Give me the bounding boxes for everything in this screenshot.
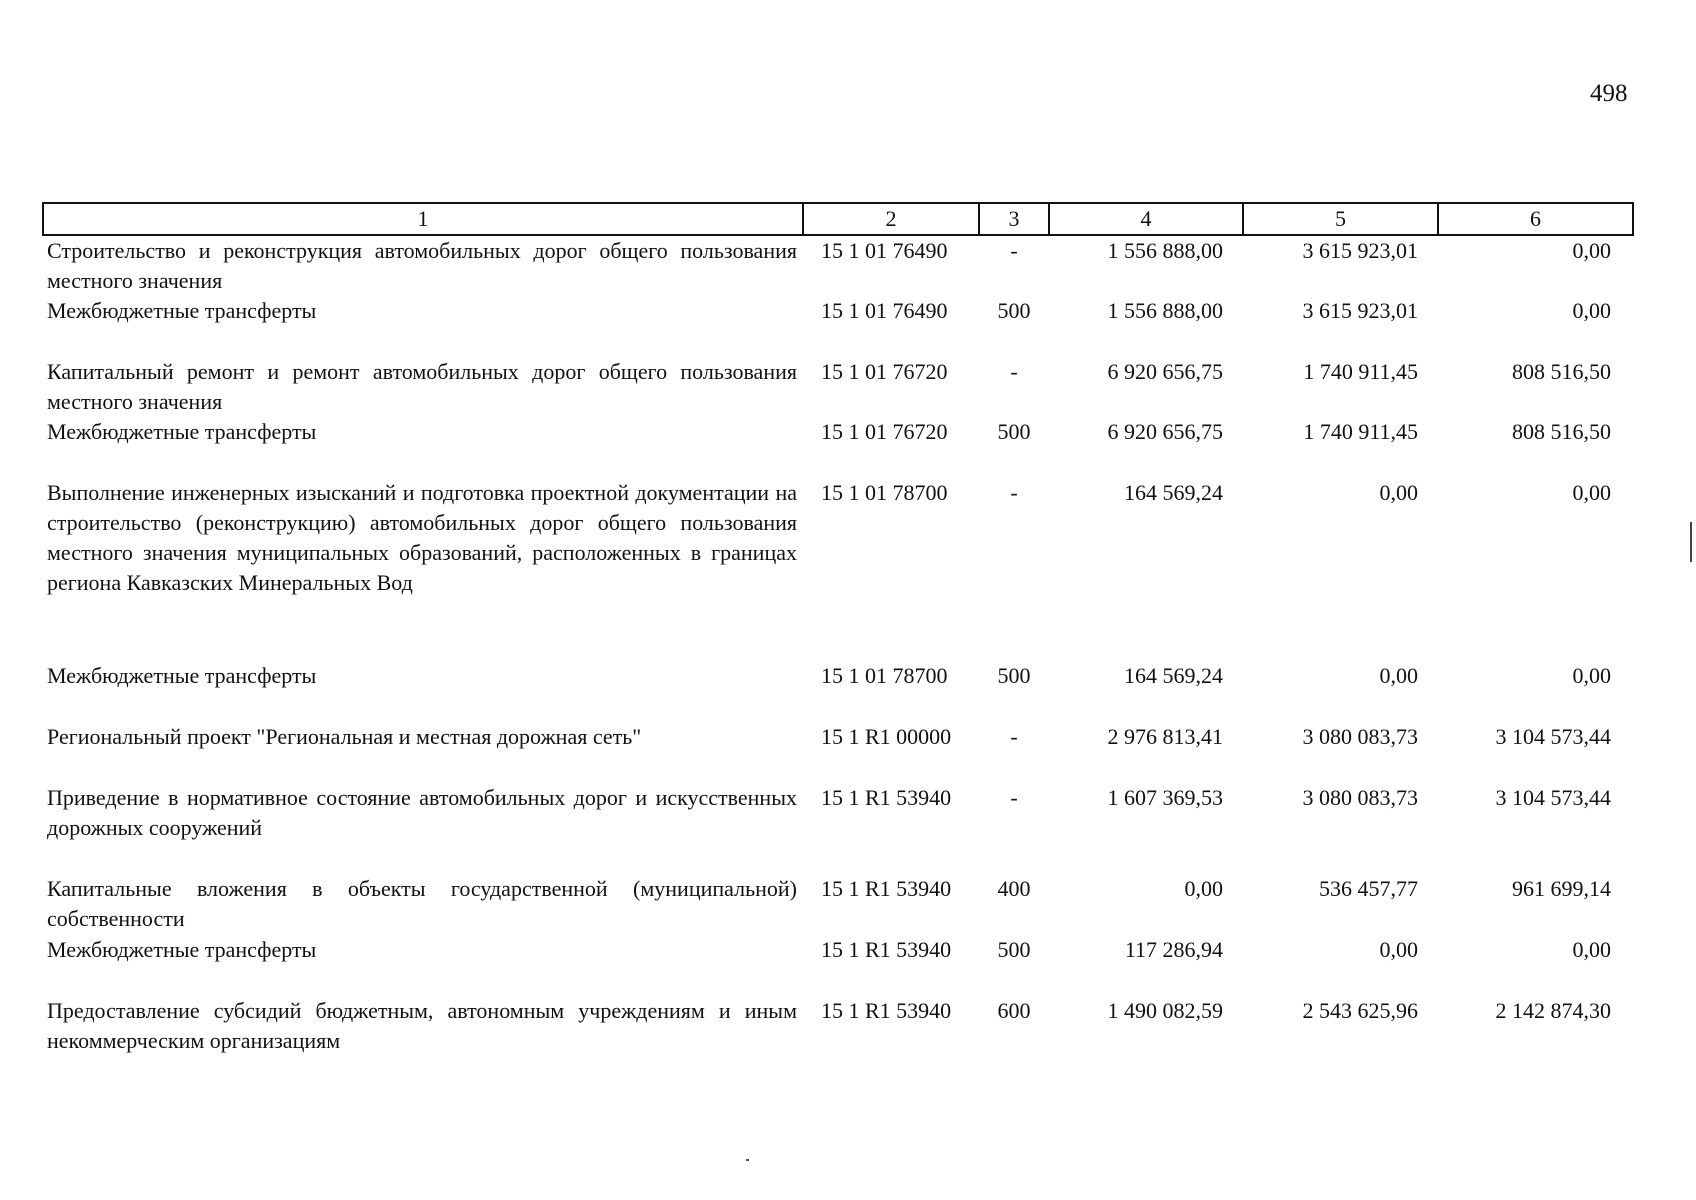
budget-table (42, 202, 1634, 1056)
row-value-4: 164 569,24 (1124, 663, 1223, 688)
row-value-6: 0,00 (1572, 937, 1611, 962)
row-value-5: 2 543 625,96 (1302, 998, 1418, 1023)
row-code: 15 1 01 76720 (821, 419, 948, 444)
row-value-4: 0,00 (1184, 876, 1223, 901)
row-value-4: 2 976 813,41 (1107, 724, 1223, 749)
header-col-3: 3 (979, 203, 1049, 235)
row-code: 15 1 01 76490 (821, 238, 948, 263)
row-code: 15 1 01 78700 (821, 480, 948, 505)
row-value-6: 808 516,50 (1512, 419, 1611, 444)
row-value-5: 1 740 911,45 (1303, 359, 1418, 384)
row-value-4: 6 920 656,75 (1107, 359, 1223, 384)
header-col-6: 6 (1438, 203, 1633, 235)
row-code: 15 1 R1 53940 (821, 937, 952, 962)
row-code: 15 1 01 76720 (821, 359, 948, 384)
table-row (43, 357, 1633, 417)
scan-edge-mark (1690, 522, 1692, 562)
row-value-5: 3 080 083,73 (1302, 785, 1418, 810)
row-type: - (1010, 238, 1018, 263)
row-name: Межбюджетные трансферты (47, 663, 317, 688)
row-value-4: 6 920 656,75 (1107, 419, 1223, 444)
row-value-5: 536 457,77 (1319, 876, 1418, 901)
table-row (43, 722, 1633, 783)
row-name: Выполнение инженерных изысканий и подготовка проектной документации на строительство (реконструкцию) автомобильных дорог общего пользования местного значения муниципальных образований, расположенных в границах региона Кавказских Минеральных Вод (47, 480, 797, 595)
row-value-4: 1 490 082,59 (1107, 998, 1223, 1023)
row-name: Строительство и реконструкция автомобильных дорог общего пользования местного значения (47, 238, 797, 293)
row-value-6: 0,00 (1572, 298, 1611, 323)
row-code: 15 1 R1 53940 (821, 785, 952, 810)
row-code: 15 1 01 76490 (821, 298, 948, 323)
row-value-4: 1 607 369,53 (1107, 785, 1223, 810)
row-code: 15 1 R1 53940 (821, 876, 952, 901)
row-type: 500 (997, 298, 1031, 323)
row-code: 15 1 R1 00000 (821, 724, 952, 749)
row-value-5: 0,00 (1379, 480, 1418, 505)
row-value-5: 0,00 (1379, 937, 1418, 962)
row-value-6: 0,00 (1572, 663, 1611, 688)
row-type: 500 (997, 419, 1031, 444)
table-row (43, 661, 1633, 722)
table-row (43, 478, 1633, 661)
row-value-5: 3 080 083,73 (1302, 724, 1418, 749)
header-row (43, 203, 1633, 235)
table-row (43, 417, 1633, 478)
row-type: 600 (997, 998, 1031, 1023)
header-col-4: 4 (1049, 203, 1243, 235)
row-type: - (1010, 724, 1018, 749)
table-row (43, 783, 1633, 874)
row-type: - (1010, 480, 1018, 505)
header-col-1: 1 (43, 203, 803, 235)
row-code: 15 1 01 78700 (821, 663, 948, 688)
row-value-4: 1 556 888,00 (1107, 298, 1223, 323)
scan-speck (746, 1159, 749, 1161)
row-value-4: 117 286,94 (1124, 937, 1223, 962)
row-name: Межбюджетные трансферты (47, 298, 317, 323)
table-row (43, 935, 1633, 996)
row-type: 500 (997, 937, 1031, 962)
table-row (43, 296, 1633, 357)
row-value-4: 1 556 888,00 (1107, 238, 1223, 263)
row-value-6: 961 699,14 (1512, 876, 1611, 901)
row-name: Приведение в нормативное состояние автомобильных дорог и искусственных дорожных сооружений (47, 785, 797, 840)
row-value-5: 3 615 923,01 (1302, 298, 1418, 323)
row-value-5: 0,00 (1379, 663, 1418, 688)
row-value-5: 3 615 923,01 (1302, 238, 1418, 263)
row-name: Региональный проект "Региональная и местная дорожная сеть" (47, 724, 642, 749)
row-name: Предоставление субсидий бюджетным, автономным учреждениям и иным некоммерческим организациям (47, 998, 797, 1053)
row-name: Межбюджетные трансферты (47, 937, 317, 962)
row-type: - (1010, 359, 1018, 384)
row-type: - (1010, 785, 1018, 810)
table-row (43, 235, 1633, 296)
row-value-6: 0,00 (1572, 238, 1611, 263)
row-value-6: 2 142 874,30 (1495, 998, 1611, 1023)
row-value-6: 3 104 573,44 (1495, 724, 1611, 749)
row-name: Капитальный ремонт и ремонт автомобильных дорог общего пользования местного значения (47, 359, 797, 414)
row-type: 500 (997, 663, 1031, 688)
row-name: Капитальные вложения в объекты государственной (муниципальной) собственности (47, 876, 797, 931)
row-value-4: 164 569,24 (1124, 480, 1223, 505)
header-col-2: 2 (803, 203, 979, 235)
row-value-6: 808 516,50 (1512, 359, 1611, 384)
table-row (43, 874, 1633, 935)
row-value-6: 0,00 (1572, 480, 1611, 505)
table-header (43, 203, 1633, 235)
row-type: 400 (997, 876, 1031, 901)
table-row (43, 996, 1633, 1056)
row-code: 15 1 R1 53940 (821, 998, 952, 1023)
row-name: Межбюджетные трансферты (47, 419, 317, 444)
header-col-5: 5 (1243, 203, 1438, 235)
row-value-6: 3 104 573,44 (1495, 785, 1611, 810)
row-value-5: 1 740 911,45 (1303, 419, 1418, 444)
page-number: 498 (1590, 80, 1628, 107)
table-body (43, 235, 1633, 1056)
